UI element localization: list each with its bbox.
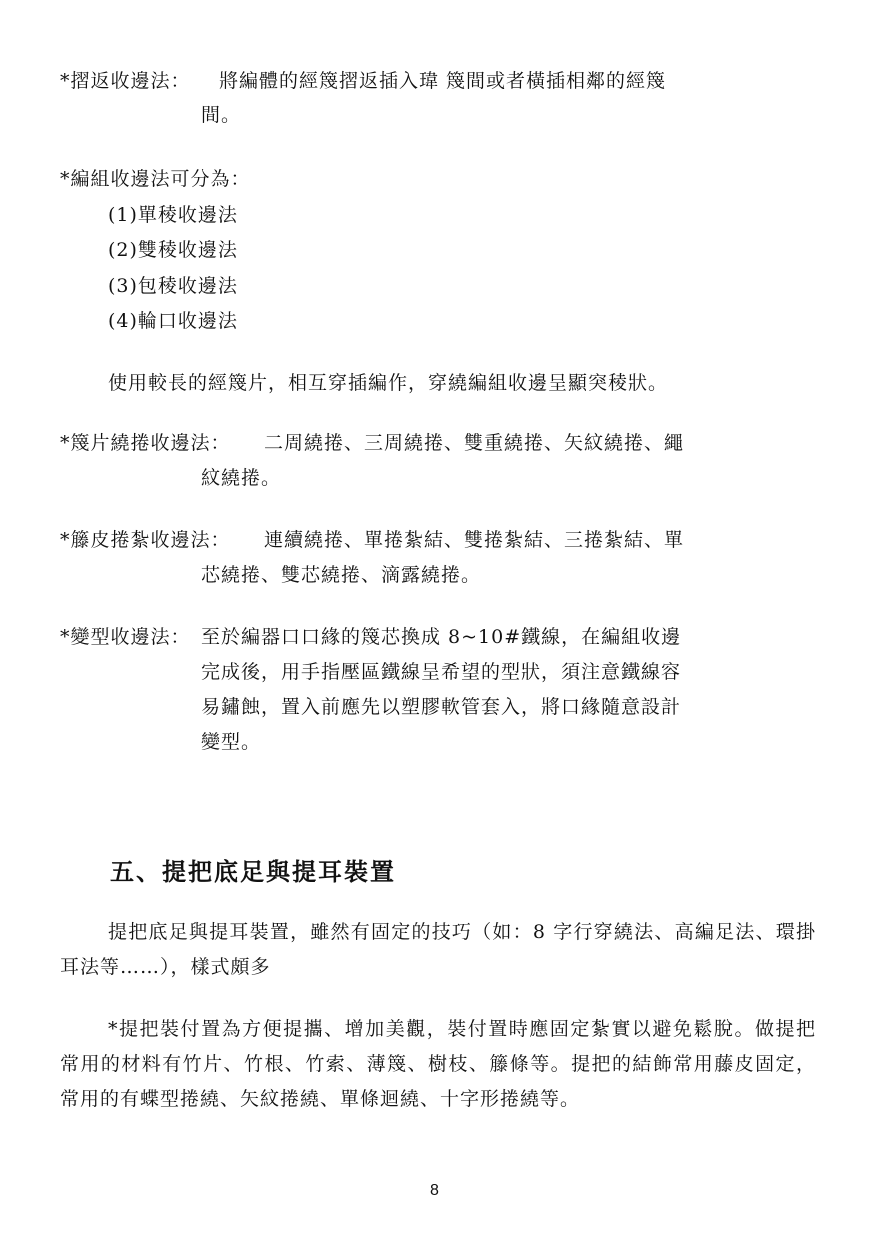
- variant-line-2: 完成後，用手指壓區鐵線呈希望的型狀，須注意鐵線容: [201, 661, 682, 683]
- variant-line-4: 變型。: [201, 731, 262, 753]
- fold-back-line-2: 間。: [201, 104, 242, 126]
- braid-item-1: (1)單稜收邊法: [108, 204, 238, 226]
- rattan-wrap-label: *籐皮捲紮收邊法：: [60, 529, 231, 551]
- strip-wrap-line-2: 紋繞捲。: [201, 467, 282, 489]
- rattan-wrap-line-2: 芯繞捲、雙芯繞捲、滴露繞捲。: [201, 564, 482, 586]
- variant-line-1: 至於編器口口緣的篾芯換成 8~10#鐵線，在編組收邊: [201, 626, 682, 648]
- braid-item-4: (4)輪口收邊法: [108, 310, 238, 332]
- braid-item-3: (3)包稜收邊法: [108, 275, 238, 297]
- page-number: 8: [430, 1182, 439, 1199]
- rattan-wrap-line-1: 連續繞捲、單捲紮結、雙捲紮結、三捲紮結、單: [264, 529, 685, 551]
- variant-line-3: 易鏽蝕，置入前應先以塑膠軟管套入，將口緣隨意設計: [201, 696, 682, 718]
- chapter-heading: 五、提把底足與提耳裝置: [110, 858, 396, 886]
- fold-back-label: *摺返收邊法：: [60, 70, 191, 92]
- braid-item-2: (2)雙稜收邊法: [108, 239, 238, 261]
- strip-wrap-line-1: 二周繞捲、三周繞捲、雙重繞捲、矢紋繞捲、繩: [264, 432, 685, 454]
- fold-back-line-1: 將編體的經篾摺返插入瑋 篾間或者橫插相鄰的經篾: [219, 70, 667, 92]
- variant-label: *變型收邊法：: [60, 626, 191, 648]
- chapter-body-paragraph: *提把裝付置為方便提攜、增加美觀，裝付置時應固定紮實以避免鬆脫。做提把常用的材料有竹片、竹根、竹索、薄篾、樹枝、籐條等。提把的結飾常用藤皮固定，常用的有蝶型捲繞、矢紋捲繞、單條迴繞、十字形捲繞等。: [60, 1018, 816, 1110]
- braid-heading: *編組收邊法可分為：: [60, 168, 251, 190]
- chapter-intro-paragraph: 提把底足與提耳裝置，雖然有固定的技巧（如：8 字行穿繞法、高編足法、環掛耳法等……），樣式頗多: [60, 921, 816, 978]
- strip-wrap-label: *篾片繞捲收邊法：: [60, 432, 231, 454]
- braid-note: 使用較長的經篾片，相互穿插編作，穿繞編組收邊呈顯突稜狀。: [108, 372, 669, 394]
